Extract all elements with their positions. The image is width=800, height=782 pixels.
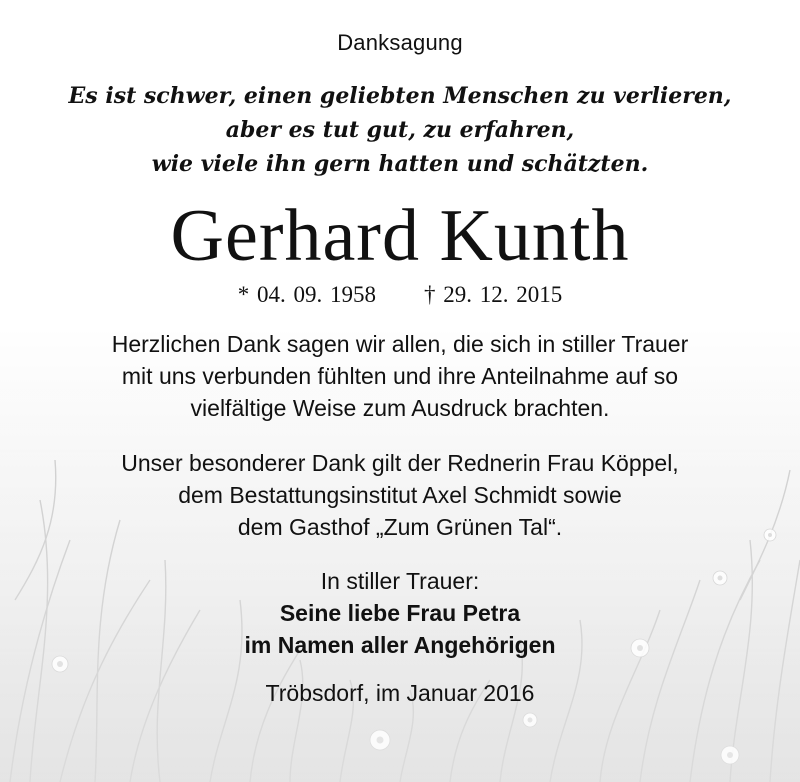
quote-line: Es ist schwer, einen geliebten Menschen zu verlieren,	[68, 83, 732, 109]
paragraph-line: mit uns verbunden fühlten und ihre Anteilnahme auf so	[121, 363, 679, 389]
life-dates	[0, 282, 800, 308]
deceased-name: Gerhard Kunth	[170, 195, 630, 277]
signature-line: Seine liebe Frau Petra	[279, 600, 521, 626]
quote-line: wie viele ihn gern hatten und schätzten.	[151, 151, 649, 177]
paragraph-line: dem Gasthof „Zum Grünen Tal“.	[237, 514, 563, 540]
signature-line: im Namen aller Angehörigen	[244, 632, 556, 658]
special-thanks-paragraph	[0, 447, 800, 543]
paragraph-line: dem Bestattungsinstitut Axel Schmidt sowie	[178, 482, 622, 508]
paragraph-line: Herzlichen Dank sagen wir allen, die sich in stiller Trauer	[111, 331, 689, 357]
thanks-paragraph	[0, 328, 800, 424]
notice-heading: Danksagung	[337, 30, 463, 55]
birth-date: * 04. 09. 1958	[237, 282, 376, 307]
signature-block	[0, 565, 800, 661]
paragraph-line: vielfältige Weise zum Ausdruck brachten.	[190, 395, 610, 421]
quote-line: aber es tut gut, zu erfahren,	[225, 117, 575, 143]
signature-intro: In stiller Trauer:	[320, 568, 480, 594]
paragraph-line: Unser besonderer Dank gilt der Rednerin Frau Köppel,	[121, 450, 679, 476]
death-date: † 29. 12. 2015	[424, 282, 563, 307]
place-and-date: Tröbsdorf, im Januar 2016	[265, 680, 535, 706]
memorial-quote	[0, 79, 800, 181]
